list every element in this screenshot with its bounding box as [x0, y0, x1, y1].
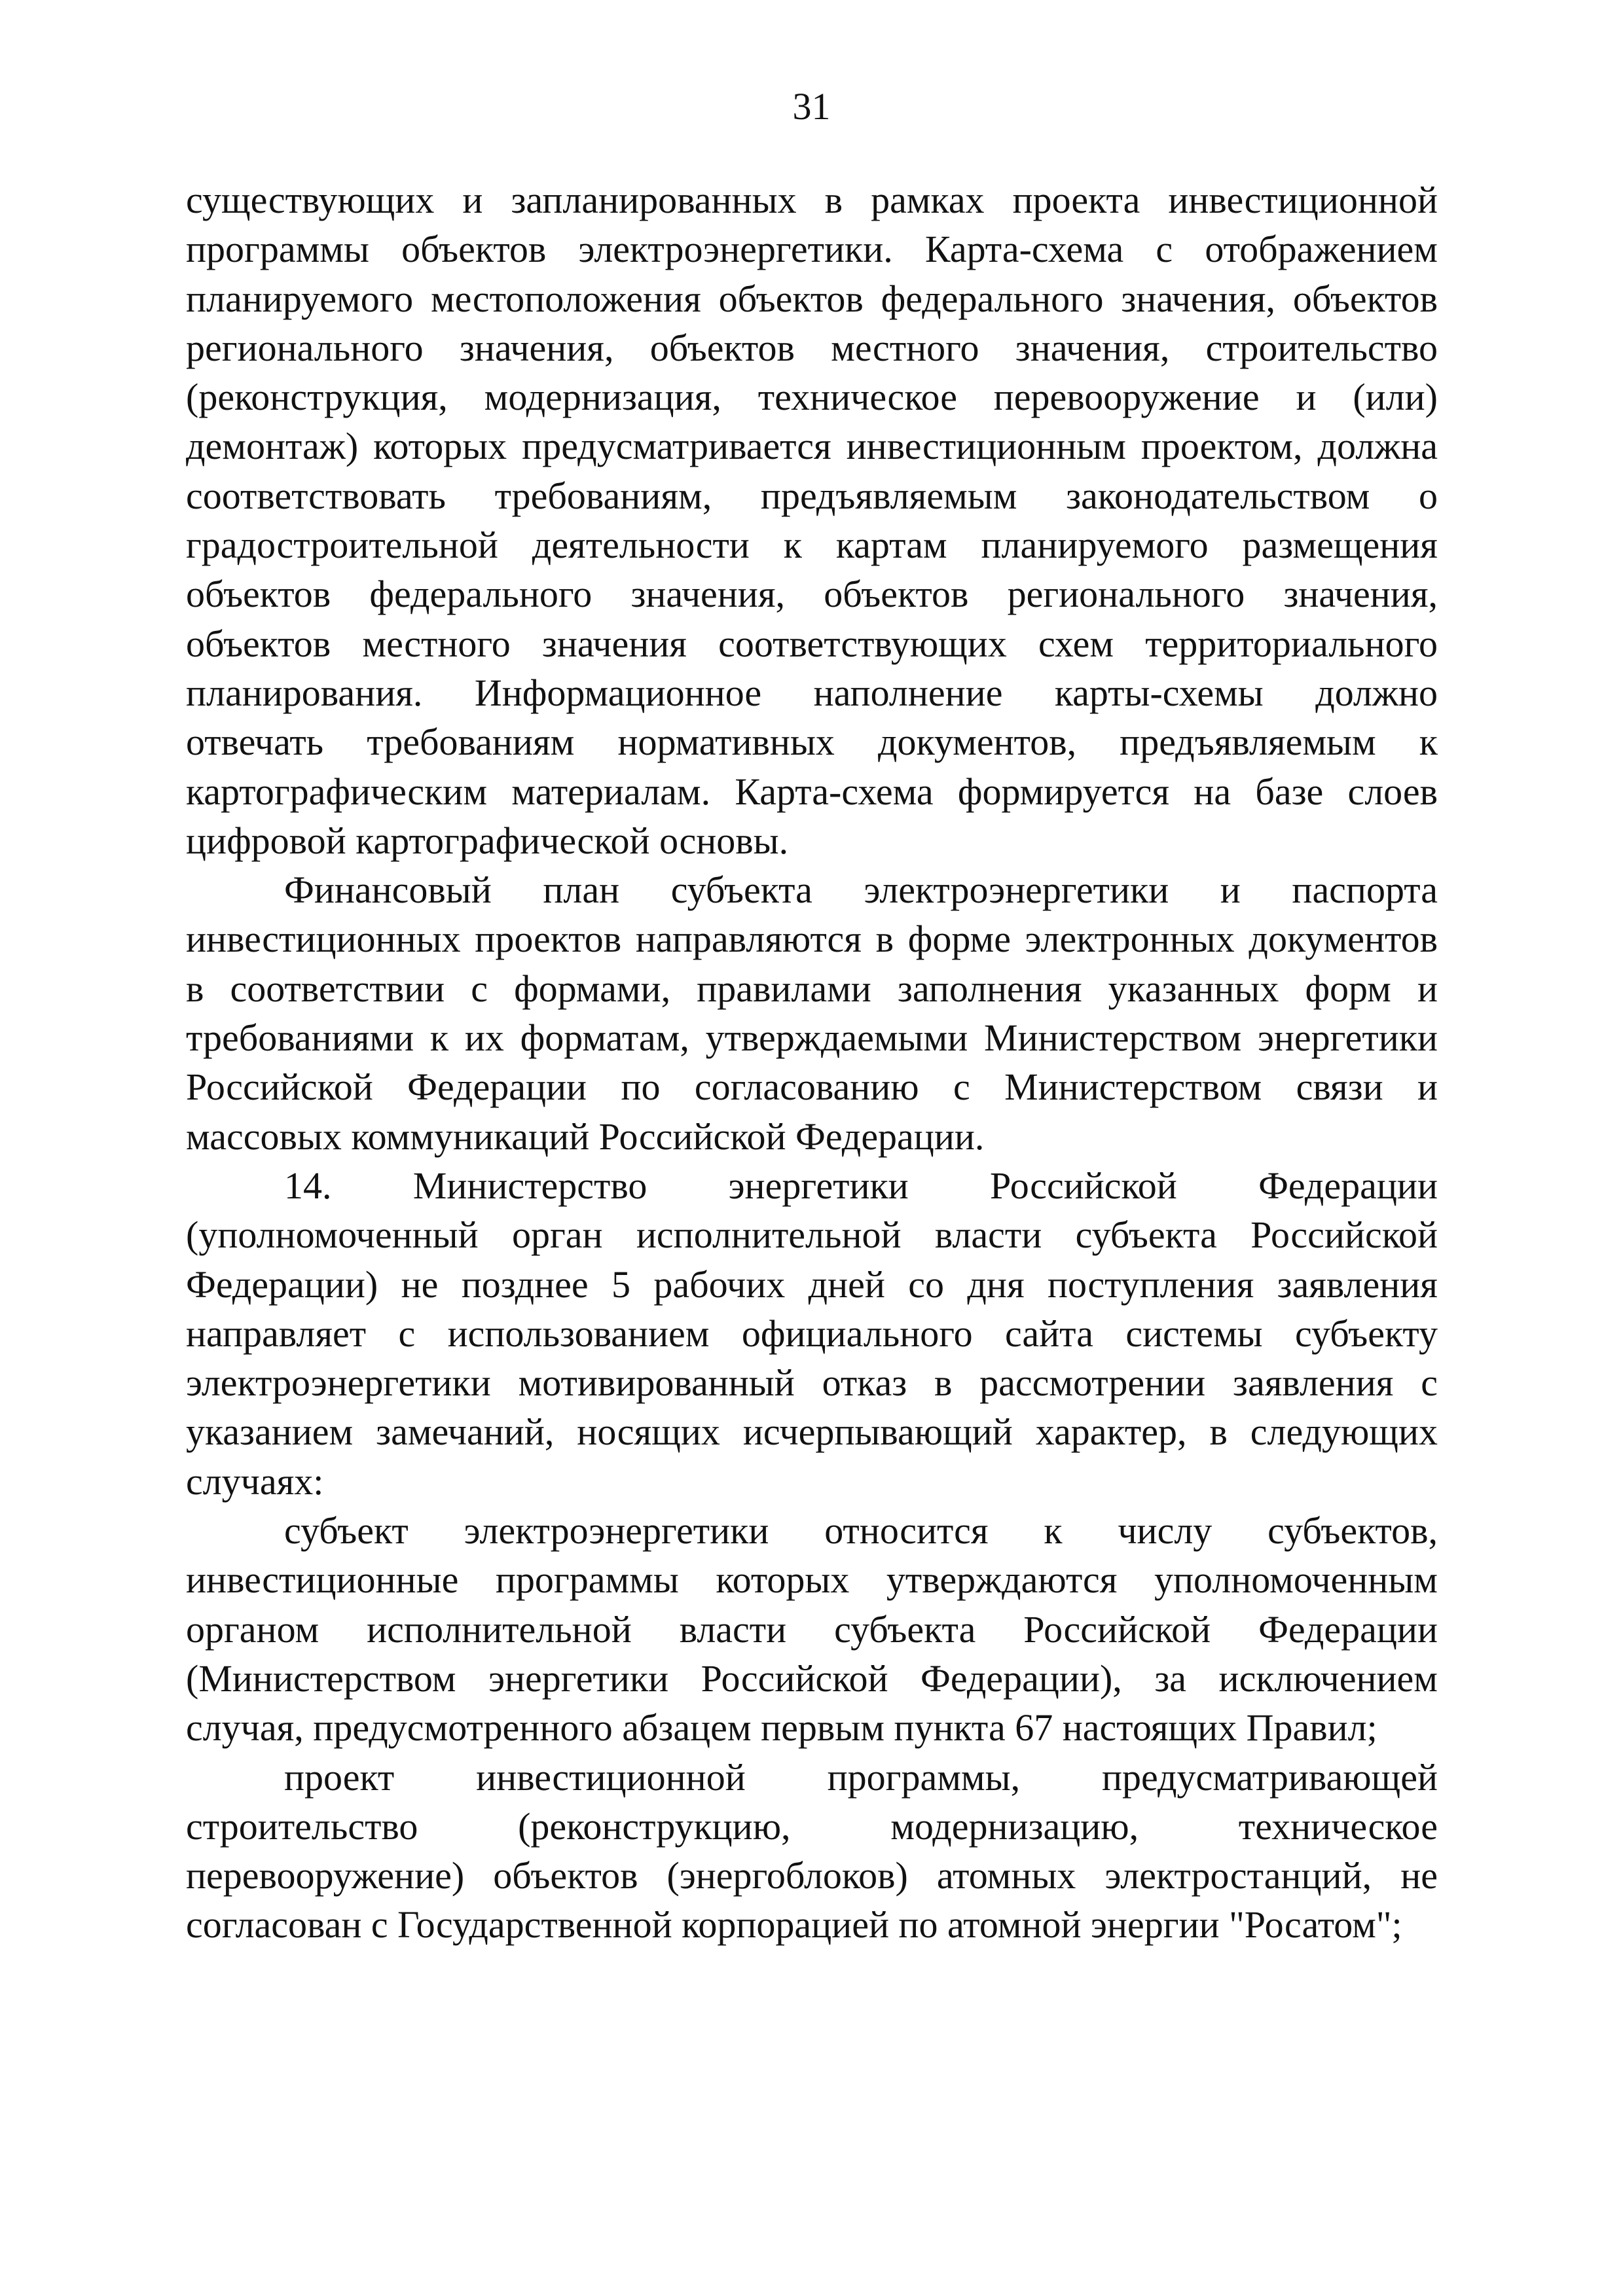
text-line: указанием замечаний, носящих исчерпывающий характер, в следующих [186, 1410, 1438, 1454]
text-line: объектов местного значения соответствующих схем территориального [186, 622, 1438, 665]
paragraph [186, 1506, 1438, 1752]
text-line: (реконструкция, модернизация, техническое перевооружение и (или) [186, 376, 1438, 419]
text-line: программы объектов электроэнергетики. Карта-схема с отображением [186, 228, 1438, 271]
text-line: Федерации) не позднее 5 рабочих дней со дня поступления заявления [186, 1263, 1438, 1306]
text-line: объектов федерального значения, объектов регионального значения, [186, 573, 1438, 616]
text-line: картографическим материалам. Карта-схема формируется на базе слоев [186, 770, 1438, 813]
text-line: электроэнергетики мотивированный отказ в рассмотрении заявления с [186, 1361, 1438, 1405]
document-body [186, 175, 1438, 1950]
paragraph [186, 865, 1438, 1161]
text-line: демонтаж) которых предусматривается инвестиционным проектом, должна [186, 425, 1438, 468]
text-line: согласован с Государственной корпорацией по атомной энергии "Росатом"; [186, 1903, 1402, 1946]
text-line: перевооружение) объектов (энергоблоков) атомных электростанций, не [186, 1854, 1438, 1897]
text-line: соответствовать требованиям, предъявляемым законодательством о [186, 474, 1438, 517]
text-line: существующих и запланированных в рамках проекта инвестиционной [186, 179, 1438, 221]
text-line: (уполномоченный орган исполнительной власти субъекта Российской [186, 1213, 1438, 1257]
text-line: массовых коммуникаций Российской Федерации. [186, 1115, 985, 1158]
text-line: органом исполнительной власти субъекта Российской Федерации [186, 1607, 1438, 1651]
page-number: 31 [792, 85, 831, 128]
text-line: регионального значения, объектов местного значения, строительство [186, 326, 1438, 369]
text-line: проект инвестиционной программы, предусматривающей [284, 1755, 1438, 1799]
text-line: Российской Федерации по согласованию с Министерством связи и [186, 1066, 1438, 1109]
text-line: цифровой картографической основы. [186, 819, 789, 862]
text-line: направляет с использованием официального сайта системы субъекту [186, 1312, 1438, 1355]
text-line: инвестиционных проектов направляются в форме электронных документов [186, 918, 1438, 961]
text-line: Финансовый план субъекта электроэнергетики и паспорта [284, 869, 1438, 912]
text-line: 14. Министерство энергетики Российской Федерации [284, 1164, 1438, 1207]
paragraph [186, 1161, 1438, 1506]
text-line: в соответствии с формами, правилами заполнения указанных форм и [186, 967, 1438, 1010]
text-line: строительство (реконструкцию, модернизацию, техническое [186, 1804, 1438, 1848]
text-line: инвестиционные программы которых утверждаются уполномоченным [186, 1558, 1438, 1602]
text-line: планируемого местоположения объектов федерального значения, объектов [186, 277, 1438, 320]
text-line: субъект электроэнергетики относится к числу субъектов, [284, 1509, 1438, 1552]
text-line: случая, предусмотренного абзацем первым пункта 67 настоящих Правил; [186, 1706, 1377, 1749]
text-line: случаях: [186, 1460, 324, 1503]
text-line: отвечать требованиям нормативных документов, предъявляемым к [186, 721, 1438, 764]
paragraph [186, 175, 1438, 865]
text-line: планирования. Информационное наполнение карты-схемы должно [186, 671, 1438, 714]
text-line: (Министерством энергетики Российской Федерации), за исключением [186, 1657, 1438, 1700]
paragraph [186, 1753, 1438, 1950]
text-line: требованиями к их форматам, утверждаемыми Министерством энергетики [186, 1016, 1438, 1060]
text-line: градостроительной деятельности к картам планируемого размещения [186, 524, 1438, 567]
